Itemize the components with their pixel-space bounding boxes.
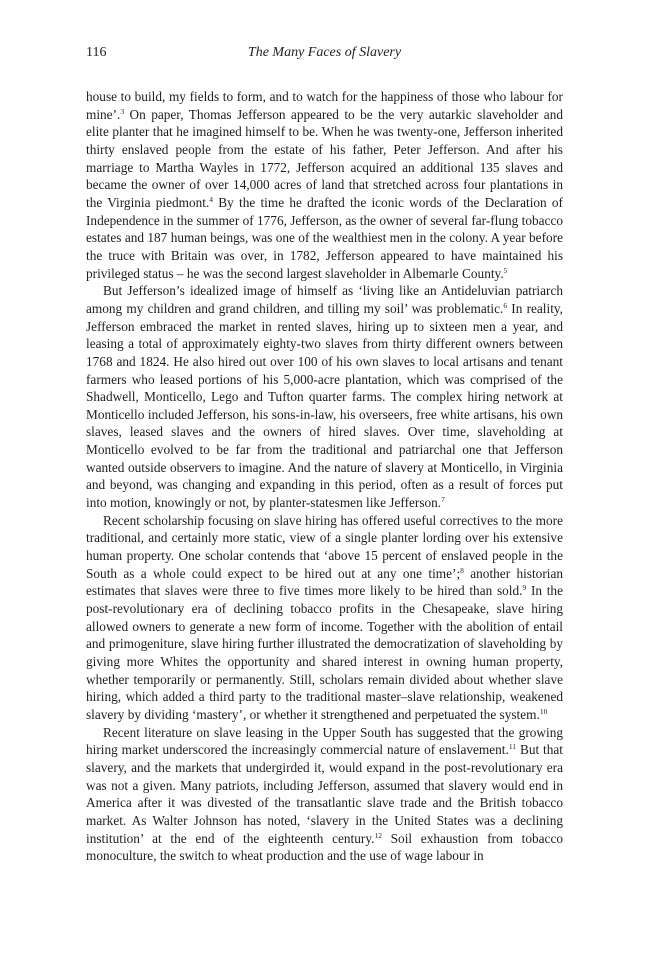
footnote-marker: 7: [441, 495, 445, 505]
footnote-marker: 9: [522, 583, 527, 593]
footnote-marker: 11: [508, 742, 517, 752]
paragraph: [86, 282, 563, 512]
footnote-marker: 12: [374, 830, 382, 840]
footnote-marker: 6: [503, 300, 508, 310]
footnote-marker: 5: [503, 265, 508, 275]
paragraph-text: Recent literature on slave leasing in the Upper South has suggested that the growing hiring market underscored the increasingly commercial nature of enslavement.: [86, 724, 563, 758]
footnote-marker: 10: [539, 706, 548, 716]
paragraph-text: house to build, my fields to form, and to watch for the happiness of those who labour for mine’.: [86, 89, 563, 122]
body-text: [86, 88, 563, 865]
paragraph-text: In reality, Jefferson embraced the market in rented slaves, hiring up to sixteen men a year, and leasing a total of approximately eighty-two slaves from thirty different owners between 1768 and 1824. He also hired out over 100 of his own slaves to local artisans and tenant farmers who leased portions of his 5,000-acre plantation, which was comprised of the Shadwell, Monticello, Lego and Tufton quarter farms. The complex hiring network at Monticello included Jefferson, his sons-in-law, his overseers, free white artisans, his own slaves, leased slaves and the owners of hired slaves. Over time, slaveholding at Monticello evolved to be far from the traditional and patriarchal one that Jefferson wanted outside observers to imagine. And the nature of slavery at Monticello, in Virginia and beyond, was changing and expanding in this period, often as a result of forces put into motion, knowingly or not, by planter-statesmen like Jefferson.: [86, 300, 563, 511]
paragraph: [86, 512, 563, 724]
paragraph-text: In the post-revolutionary era of declining tobacco profits in the Chesapeake, slave hiring allowed owners to generate a new form of income. Together with the abolition of entail and primogeniture, slave hiring further illustrated the democratization of slaveholding by giving more Whites the opportunity and shared interest in owning human property, whether temporarily or permanently. Still, scholars remain divided about whether slave hiring, which added a third party to the traditional master–slave relationship, weakened slavery by dividing ‘mastery’, or whether it strengthened and perpetuated the system.: [86, 583, 563, 722]
paragraph-text: But that slavery, and the markets that undergirded it, would expand in the post-revolutionary era was not a given. Many patriots, including Jefferson, assumed that slavery would end in America after it was divested of the transatlantic slave trade and the British tobacco market. As Walter Johnson has noted, ‘slavery in the United States was a declining institution’ at the end of the eighteenth century.: [86, 742, 563, 846]
page-header: [86, 45, 563, 67]
footnote-marker: 3: [120, 106, 125, 116]
paragraph-text: On paper, Thomas Jefferson appeared to be the very autarkic slaveholder and elite planter that he imagined himself to be. When he was twenty-one, Jefferson inherited thirty enslaved people from the estate of his father, Peter Jefferson. And after his marriage to Martha Wayles in 1772, Jefferson acquired an additional 135 slaves and became the owner of over 14,000 acres of land that stretched across four plantations in the Virginia piedmont.: [86, 106, 563, 210]
paragraph-text: Recent scholarship focusing on slave hiring has offered useful correctives to the more traditional, and certainly more static, view of a single planter lording over his extensive human property. One scholar contends that ‘above 15 percent of enslaved people in the South as a whole could expect to be hired out at any one time’;: [86, 512, 563, 581]
paragraph-text: But Jefferson’s idealized image of himself as ‘living like an Antideluvian patriarch among my children and grand children, and tilling my soil’ was problematic.: [86, 283, 563, 316]
paragraph-text: Soil exhaustion from tobacco monoculture, the switch to wheat production and the use of wage labour in: [86, 830, 564, 864]
paragraph-text: By the time he drafted the iconic words of the Declaration of Independence in the summer of 1776, Jefferson, as the owner of several far-flung tobacco estates and 187 human beings, was one of the wealthiest men in the colony. A year before the truce with Britain was over, in 1782, Jefferson appeared to have maintained his privileged status – he was the second largest slaveholder in Albemarle County.: [86, 194, 563, 281]
running-title: The Many Faces of Slavery: [247, 45, 402, 60]
footnote-marker: 4: [209, 194, 214, 204]
paragraph-text: another historian estimates that slaves were three to five times more likely to be hired than sold.: [86, 565, 563, 599]
footnote-marker: 8: [460, 565, 464, 575]
page-number: 116: [86, 45, 107, 60]
paragraph: [86, 724, 563, 865]
paragraph: [86, 88, 563, 282]
